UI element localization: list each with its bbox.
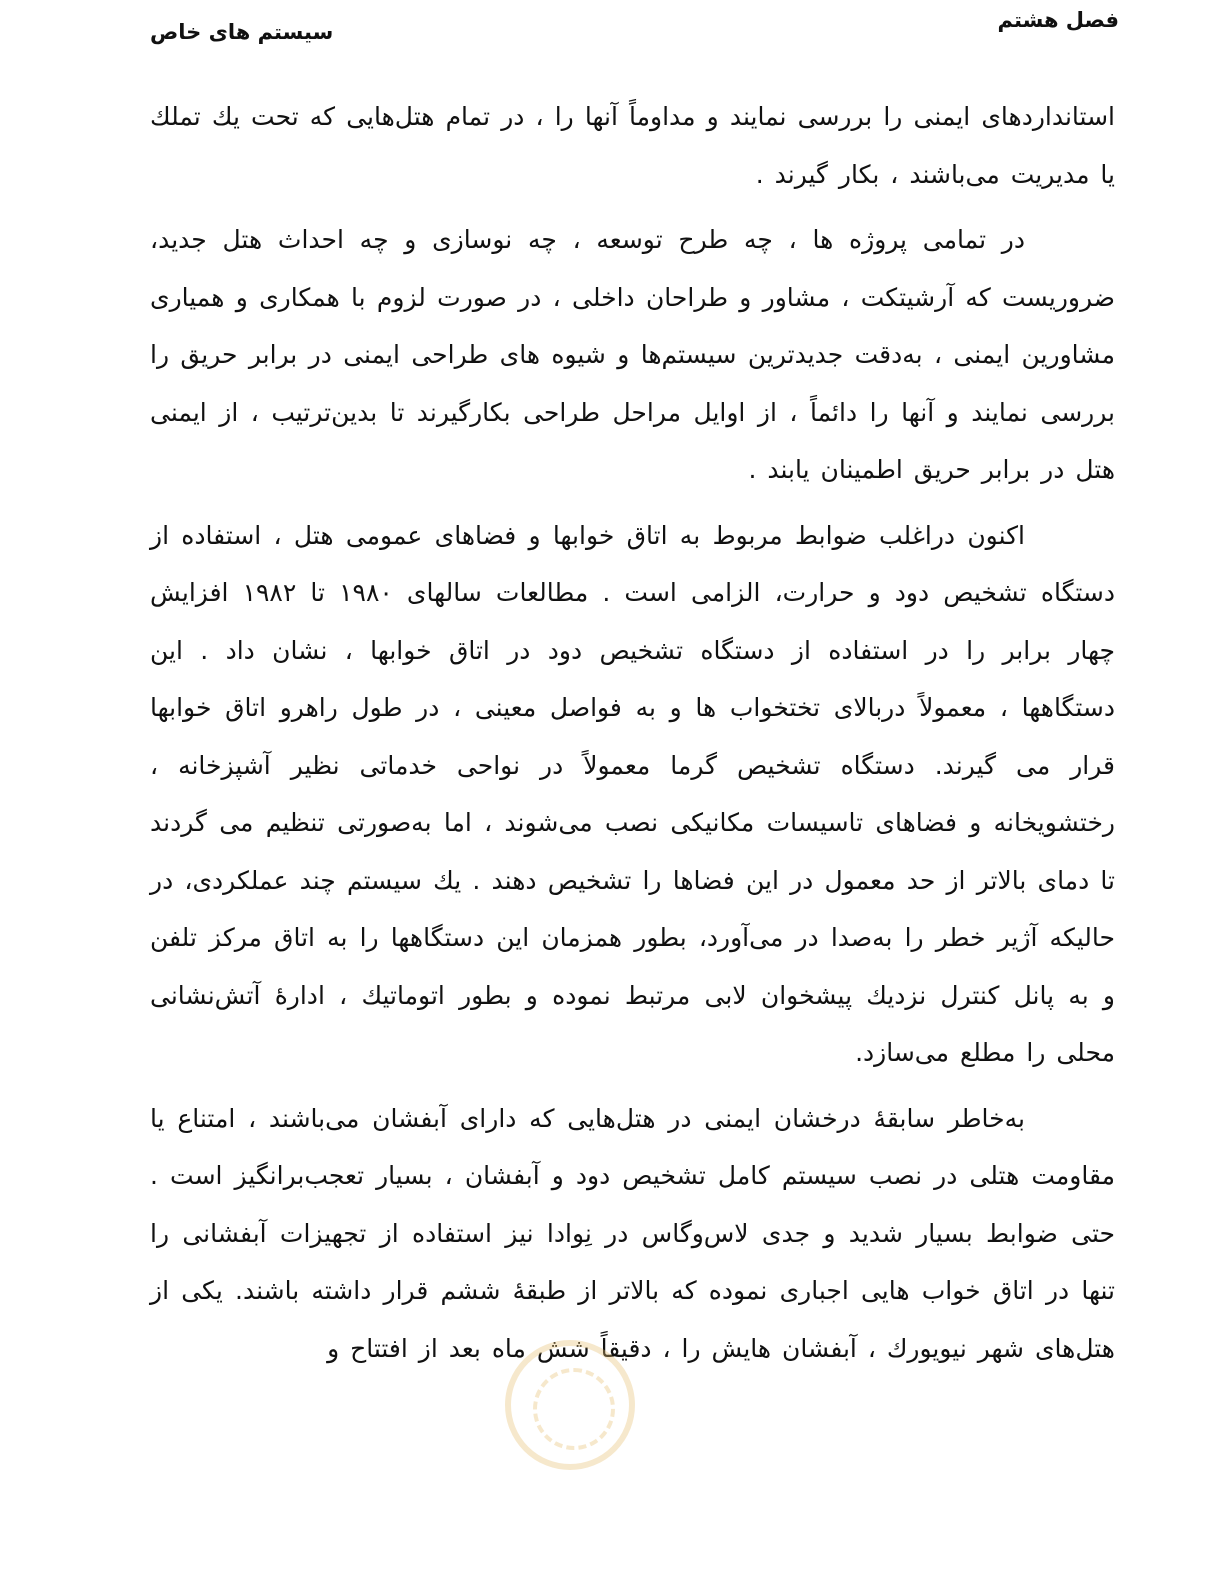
paragraph-4: به‌خاطر سابقهٔ درخشان ایمنی در هتل‌هایی که دارای آبفشان می‌باشند ، امتناع یا مقاومت هتلی در نصب سیستم کامل تشخیص دود و آبفشان ، بسیار تعجب‌برانگیز است . حتی ضوابط بسیار شدید و جدی لاس‌وگاس در نِوادا نیز استفاده از تجهیزات آبفشانی را تنها در اتاق خواب هایی اجباری نموده که بالاتر از طبقهٔ ششم قرار داشته باشند. یکی از هتل‌های شهر نیویورك ، آبفشان هایش را ، دقیقاً شش ماه بعد از افتتاح و: [150, 1103, 1115, 1363]
section-title: سیستم های خاص: [150, 20, 334, 44]
paragraph-2: در تمامی پروژه ها ، چه طرح توسعه ، چه نوسازی و چه احداث هتل جدید، ضروریست که آرشیتکت ، مشاور و طراحان داخلی ، در صورت لزوم با همکاری و همیاری مشاورین ایمنی ، به‌دقت جدیدترین سیستم‌ها و شیوه های طراحی ایمنی در برابر حریق را بررسی نمایند و آنها را دائماً ، از اوایل مراحل طراحی بکارگیرند تا بدین‌ترتیب ، از ایمنی هتل در برابر حریق اطمینان یابند .: [150, 225, 1115, 484]
paragraph-3: اکنون دراغلب ضوابط مربوط به اتاق خوابها و فضاهای عمومی هتل ، استفاده از دستگاه تشخیص دود و حرارت، الزامی است . مطالعات سالهای ۱۹۸۰ تا ۱۹۸۲ افزایش چهار برابر را در استفاده از دستگاه تشخیص دود در اتاق خوابها ، نشان داد . این دستگاهها ، معمولاً دربالای تختخواب ها و به فواصل معینی ، در طول راهرو اتاق خوابها قرار می گیرند. دستگاه تشخیص گرما معمولاً در نواحی خدماتی نظیر آشپزخانه ، رختشویخانه و فضاهای تاسیسات مکانیکی نصب می‌شوند ، اما به‌صورتی تنظیم می گردند تا دمای بالاتر از حد معمول در این فضاها را تشخیص دهند . یك سیستم چند عملکردی، در حالیکه آژیر خطر را به‌صدا در می‌آورد، بطور همزمان این دستگاهها را به اتاق مرکز تلفن و به پانل کنترل نزدیك پیشخوان لابی مرتبط نموده و بطور اتوماتیك ، ادارهٔ آتش‌نشانی محلی را مطلع می‌سازد.: [150, 520, 1116, 1067]
paragraph-1: استانداردهای ایمنی را بررسی نمایند و مداوماً آنها را ، در تمام هتل‌هایی که تحت یك تملك یا مدیریت می‌باشند ، بکار گیرند .: [150, 102, 1115, 189]
chapter-title: فصل هشتم: [997, 8, 1119, 32]
body-text: [150, 88, 1115, 1385]
page-header: [150, 8, 1119, 48]
